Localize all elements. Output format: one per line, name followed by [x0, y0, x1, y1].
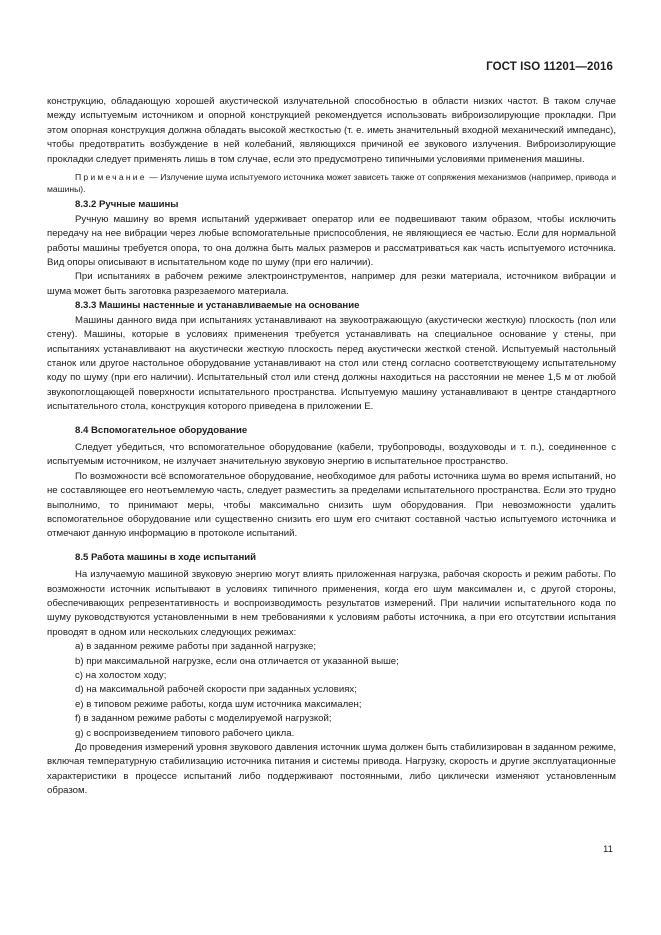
section-heading-8-3-3: 8.3.3 Машины настенные и устанавливаемые на основание [75, 300, 360, 312]
paragraph: Машины данного вида при испытаниях устанавливают на звукоотражающую (акустически жесткую) плоскость (пол или стену). Машины, которые в условиях применения требуется устанавливать на специальное основание у стены, при испытаниях устанавливают на акустически жесткую плоскость перед акустически жесткой стеной. Испытуемый настольный станок или другое настольное оборудование устанавливают на стол или стенд согласно соответствующему испытательному коду по шуму (при его наличии). Испытательный стол или стенд должны находиться на расстоянии не менее 1,5 м от любой звукопоглощающей поверхности испытательного пространства. Испытуемую машину устанавливают в центре стандартного испытательного стола, конструкция которого приведена в приложении Е. [47, 314, 616, 413]
page-number: 11 [603, 844, 613, 855]
note-label: Примечание [75, 172, 147, 183]
document-header: ГОСТ ISO 11201—2016 [486, 61, 613, 73]
paragraph: Ручную машину во время испытаний удерживает оператор или ее подвешивают таким образом, чтобы исключить передачу на нее вибрации через любые вспомогательные приспособления, не являющиеся ее частью. Если для нормальной работы машины требуется опора, то она должна быть малых размеров и рассматриваться как часть испытуемого источника. Вид опоры описывают в испытательном коде по шуму (при его наличии). [47, 213, 616, 269]
list-item: g) с воспроизведением типового рабочего цикла. [75, 727, 295, 739]
list-item: d) на максимальной рабочей скорости при заданных условиях; [75, 684, 357, 696]
paragraph: По возможности всё вспомогательное оборудование, необходимое для работы источника шума во время испытаний, но не составляющее его неотъемлемую часть, следует разместить за пределами испытательного пространства. Если это трудно выполнимо, то принимают меры, чтобы максимально снизить шум оборудования. При невозможности удалить вспомогательное оборудование или существенно снизить его шум его считают составной частью испытуемого источника и отмечают данную информацию в протоколе испытаний. [47, 470, 616, 540]
paragraph: При испытаниях в рабочем режиме электроинструментов, например для резки материала, источником вибрации и шума может быть заготовка разрезаемого материала. [47, 271, 616, 297]
list-item: c) на холостом ходу; [75, 670, 167, 682]
paragraph: До проведения измерений уровня звукового давления источник шума должен быть стабилизирован в заданном режиме, включая температурную стабилизацию источника питания и системы привода. Нагрузку, скорость и другие эксплуатационные характеристики в процессе испытаний либо поддерживают постоянными, либо циклически изменяют установленным образом. [47, 742, 616, 797]
list-item: b) при максимальной нагрузке, если она отличается от указанной выше; [75, 655, 399, 667]
list-item: e) в типовом режиме работы, когда шум источника максимален; [75, 698, 362, 710]
paragraph: конструкцию, обладающую хорошей акустической излучательной способностью в области низких частот. В таком случае между испытуемым источником и опорной конструкцией рекомендуется использовать виброизолирующие прокладки. При этом опорная конструкция должна обладать высокой жесткостью (т. е. иметь значительный входной механический импеданс), чтобы предотвратить возбуждение в ней колебаний, являющихся причиной ее звукового излучения. Виброизолирующие прокладки следует применять лишь в том случае, если это предусмотрено типичными условиями применения машины. [47, 96, 616, 165]
list-item: a) в заданном режиме работы при заданной нагрузке; [75, 641, 317, 653]
section-heading-8-3-2: 8.3.2 Ручные машины [75, 199, 179, 211]
note-text: — Излучение шума испытуемого источника может зависеть также от сопряжения механизмов (например, привода и машины). [47, 172, 616, 195]
page-body [47, 95, 616, 799]
paragraph: Следует убедиться, что вспомогательное оборудование (кабели, трубопроводы, воздуховоды и т. п.), соединенное с испытуемым источником, не излучает значительную звуковую энергию в испытательное пространство. [47, 441, 616, 468]
list-item: f) в заданном режиме работы с моделируемой нагрузкой; [75, 713, 332, 725]
paragraph: На излучаемую машиной звуковую энергию могут влиять приложенная нагрузка, рабочая скорость и режим работы. По возможности источник испытывают в условиях типичного применения, когда его шум максимален и, с другой стороны, обеспечивающих репрезентативность и воспроизводимость результатов измерений. При наличии испытательного кода по шуму руководствуются установленными в нем требованиями к условиям работы источника, а при его отсутствии испытания проводят в одном или нескольких следующих режимах: [47, 569, 616, 638]
section-heading-8-5: 8.5 Работа машины в ходе испытаний [75, 551, 257, 563]
section-heading-8-4: 8.4 Вспомогательное оборудование [75, 424, 248, 436]
note [47, 171, 616, 195]
